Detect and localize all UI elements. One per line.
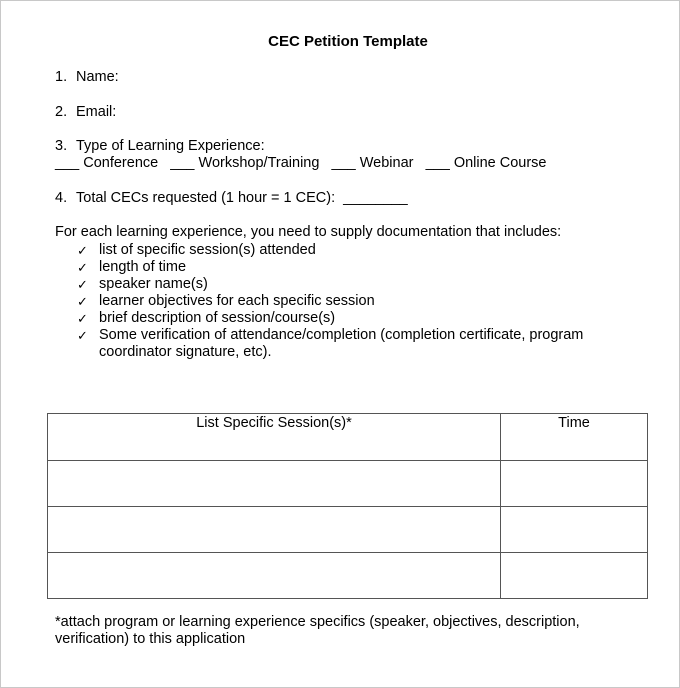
header-sessions: List Specific Session(s)* [48, 414, 501, 461]
list-item-text: length of time [99, 259, 187, 275]
checkmark-icon: ✓ [77, 294, 88, 309]
q3-number: 3. [55, 138, 68, 154]
table-row [48, 553, 648, 599]
list-item [77, 293, 609, 310]
option-workshop[interactable] [170, 155, 319, 171]
option-label: Workshop/Training [198, 155, 320, 171]
option-conference[interactable] [55, 155, 158, 171]
header-time: Time [501, 414, 648, 461]
footnote: *attach program or learning experience specifics (speaker, objectives, description, verification) to this application [55, 614, 580, 647]
documentation-intro: For each learning experience, you need to supply documentation that includes: [55, 224, 562, 240]
table-row [48, 507, 648, 553]
option-blank: ___ [425, 155, 450, 171]
time-cell[interactable] [501, 507, 648, 553]
learning-type-label: Type of Learning Experience: [76, 138, 265, 154]
option-label: Webinar [359, 155, 414, 171]
list-item-text: Some verification of attendance/completion (completion certificate, program coordinator signature, etc). [99, 327, 584, 360]
checkmark-icon: ✓ [77, 260, 88, 275]
learning-type-question [55, 138, 265, 154]
sessions-table [47, 413, 648, 599]
list-item [77, 310, 609, 327]
list-item [77, 242, 609, 259]
total-cecs-blank: ________ [343, 190, 408, 206]
q2-number: 2. [55, 104, 68, 120]
option-blank: ___ [170, 155, 195, 171]
list-item [77, 259, 609, 276]
session-cell[interactable] [48, 553, 501, 599]
checkmark-icon: ✓ [77, 328, 88, 343]
option-label: Conference [83, 155, 159, 171]
option-webinar[interactable] [332, 155, 414, 171]
option-label: Online Course [453, 155, 547, 171]
documentation-checklist [77, 242, 609, 361]
checkmark-icon: ✓ [77, 311, 88, 326]
list-item-text: brief description of session/course(s) [99, 310, 336, 326]
list-item [77, 276, 609, 293]
email-field[interactable] [55, 104, 116, 120]
time-cell[interactable] [501, 461, 648, 507]
name-label: Name: [76, 69, 119, 85]
total-cecs-field[interactable] [55, 190, 408, 206]
list-item-text: learner objectives for each specific session [99, 293, 375, 309]
table-row [48, 461, 648, 507]
document-title: CEC Petition Template [268, 33, 428, 50]
q1-number: 1. [55, 69, 68, 85]
session-cell[interactable] [48, 461, 501, 507]
time-cell[interactable] [501, 553, 648, 599]
option-blank: ___ [55, 155, 80, 171]
option-online-course[interactable] [426, 155, 547, 171]
option-blank: ___ [331, 155, 356, 171]
checkmark-icon: ✓ [77, 243, 88, 258]
list-item-text: speaker name(s) [99, 276, 208, 292]
name-field[interactable] [55, 69, 119, 85]
table-header-row [48, 414, 648, 461]
q4-number: 4. [55, 190, 68, 206]
learning-type-options [55, 155, 547, 171]
email-label: Email: [76, 104, 117, 120]
checkmark-icon: ✓ [77, 277, 88, 292]
session-cell[interactable] [48, 507, 501, 553]
list-item-text: list of specific session(s) attended [99, 242, 316, 258]
total-cecs-label: Total CECs requested (1 hour = 1 CEC): [76, 190, 336, 206]
list-item [77, 327, 609, 361]
